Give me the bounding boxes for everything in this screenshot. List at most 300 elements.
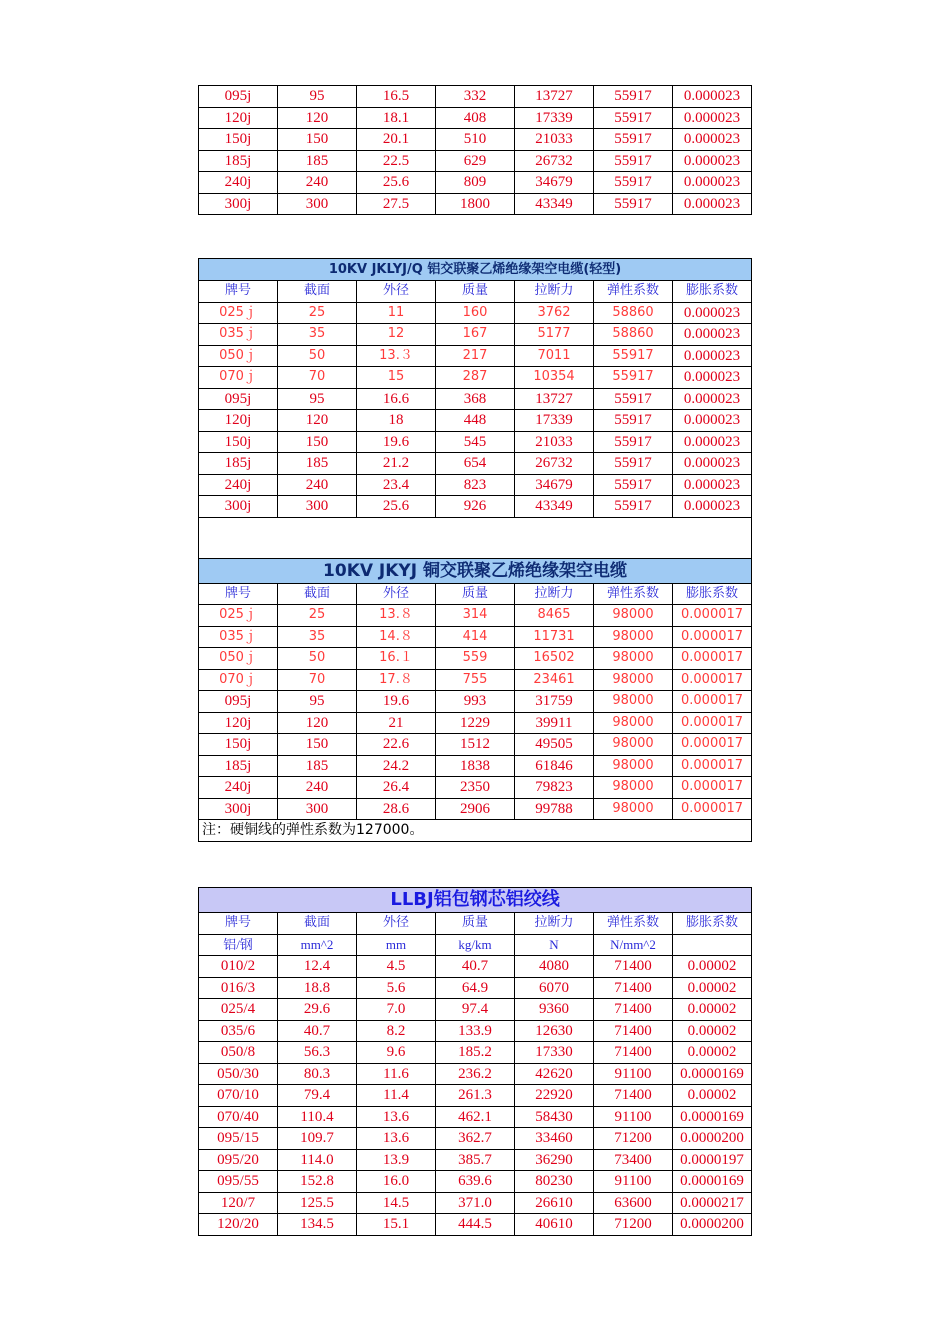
table-cell: 0.00002	[673, 1042, 752, 1064]
unit-cell: N/mm^2	[594, 934, 673, 956]
table-row	[199, 1085, 752, 1107]
table-cell: 0.0000217	[673, 1192, 752, 1214]
table-cell: 71400	[594, 956, 673, 978]
table-cell: 314	[436, 605, 515, 627]
table-row	[199, 1042, 752, 1064]
table-cell: 0.000023	[673, 453, 752, 475]
table-cell: 26732	[515, 150, 594, 172]
table-cell: 0.000023	[673, 431, 752, 453]
table-cell: 095j	[199, 691, 278, 713]
table-cell: 18.1	[357, 107, 436, 129]
table-cell: 43349	[515, 193, 594, 215]
table-cell: 0.000023	[673, 367, 752, 389]
table-cell: 444.5	[436, 1214, 515, 1236]
table-cell: 050ｊ	[199, 648, 278, 670]
table-row	[199, 648, 752, 670]
table-row	[199, 1020, 752, 1042]
table-cell: 55917	[594, 474, 673, 496]
table-row	[199, 734, 752, 756]
column-header: 膨胀系数	[673, 583, 752, 605]
unit-cell: 铝/钢	[199, 934, 278, 956]
table-cell: 993	[436, 691, 515, 713]
table-cell: 240j	[199, 474, 278, 496]
table-cell: 18.8	[278, 977, 357, 999]
table-cell: 050/30	[199, 1063, 278, 1085]
table-cell: 80230	[515, 1171, 594, 1193]
table-cell: 13727	[515, 86, 594, 108]
table-cell: 368	[436, 388, 515, 410]
table-cell: 14.８	[357, 626, 436, 648]
table-cell: 109.7	[278, 1128, 357, 1150]
table-cell: 71400	[594, 1042, 673, 1064]
table-cell: 99788	[515, 798, 594, 820]
table-cell: 55917	[594, 107, 673, 129]
table-cell: 12.4	[278, 956, 357, 978]
table-cell: 070ｊ	[199, 367, 278, 389]
table-cell: 55917	[594, 388, 673, 410]
table-cell: 261.3	[436, 1085, 515, 1107]
column-header: 外径	[357, 583, 436, 605]
table-cell: 095/15	[199, 1128, 278, 1150]
table-cell: 23461	[515, 669, 594, 691]
column-header: 牌号	[199, 281, 278, 303]
table-row	[199, 302, 752, 324]
table-row	[199, 1106, 752, 1128]
column-header: 拉断力	[515, 913, 594, 935]
llbj-table-title: LLBJ铝包钢芯铝绞线	[199, 888, 752, 913]
table-cell: 0.000023	[673, 324, 752, 346]
table-cell: 9360	[515, 999, 594, 1021]
table-cell: 55917	[594, 453, 673, 475]
table-cell: 98000	[594, 605, 673, 627]
table-cell: 34679	[515, 172, 594, 194]
table-cell: 0.000017	[673, 648, 752, 670]
table-cell: 823	[436, 474, 515, 496]
table-cell: 408	[436, 107, 515, 129]
table-cell: 462.1	[436, 1106, 515, 1128]
table-cell: 36290	[515, 1149, 594, 1171]
table-cell: 55917	[594, 193, 673, 215]
table-cell: 035/6	[199, 1020, 278, 1042]
table-cell: 21033	[515, 129, 594, 151]
table-row	[199, 956, 752, 978]
table-cell: 10354	[515, 367, 594, 389]
table-cell: 64.9	[436, 977, 515, 999]
table-cell: 91100	[594, 1106, 673, 1128]
column-header: 牌号	[199, 583, 278, 605]
table-cell: 34679	[515, 474, 594, 496]
table-cell: 23.4	[357, 474, 436, 496]
table-cell: 63600	[594, 1192, 673, 1214]
table-cell: 8465	[515, 605, 594, 627]
table-cell: 98000	[594, 626, 673, 648]
table-cell: 1838	[436, 755, 515, 777]
column-header: 外径	[357, 281, 436, 303]
column-header: 质量	[436, 583, 515, 605]
table-cell: 0.000017	[673, 669, 752, 691]
table-cell: 55917	[594, 367, 673, 389]
table-cell: 22.5	[357, 150, 436, 172]
table-cell: 150	[278, 431, 357, 453]
table-cell: 185j	[199, 150, 278, 172]
column-header: 牌号	[199, 913, 278, 935]
table-cell: 240j	[199, 777, 278, 799]
table-cell: 13727	[515, 388, 594, 410]
table-row	[199, 86, 752, 108]
table-cell: 79.4	[278, 1085, 357, 1107]
table-cell: 71400	[594, 999, 673, 1021]
table-cell: 55917	[594, 86, 673, 108]
table-cell: 240	[278, 474, 357, 496]
table-cell: 26.4	[357, 777, 436, 799]
table-cell: 55917	[594, 172, 673, 194]
table-cell: 0.000023	[673, 496, 752, 518]
llbj-cable-table	[198, 887, 752, 1236]
table-row	[199, 999, 752, 1021]
table-row	[199, 1192, 752, 1214]
table-cell: 0.000023	[673, 129, 752, 151]
column-header: 质量	[436, 281, 515, 303]
column-header: 弹性系数	[594, 913, 673, 935]
table-cell: 120	[278, 410, 357, 432]
table-cell: 095/55	[199, 1171, 278, 1193]
table-cell: 0.000017	[673, 605, 752, 627]
table-cell: 50	[278, 648, 357, 670]
jkyj-header-row	[199, 583, 752, 605]
table-cell: 21033	[515, 431, 594, 453]
table-cell: 414	[436, 626, 515, 648]
table-cell: 095/20	[199, 1149, 278, 1171]
table-cell: 55917	[594, 129, 673, 151]
table-cell: 1229	[436, 712, 515, 734]
table-cell: 98000	[594, 755, 673, 777]
table-cell: 31759	[515, 691, 594, 713]
table-cell: 0.0000169	[673, 1106, 752, 1128]
table-cell: 80.3	[278, 1063, 357, 1085]
table-cell: 18	[357, 410, 436, 432]
table-cell: 55917	[594, 150, 673, 172]
table-cell: 55917	[594, 345, 673, 367]
table-cell: 240j	[199, 172, 278, 194]
table-cell: 167	[436, 324, 515, 346]
table-cell: 025ｊ	[199, 605, 278, 627]
table-cell: 28.6	[357, 798, 436, 820]
unit-cell: kg/km	[436, 934, 515, 956]
column-header: 膨胀系数	[673, 281, 752, 303]
table-cell: 13.9	[357, 1149, 436, 1171]
table-cell: 0.000023	[673, 345, 752, 367]
table-cell: 160	[436, 302, 515, 324]
table-cell: 98000	[594, 777, 673, 799]
table-row	[199, 453, 752, 475]
table-cell: 16.5	[357, 86, 436, 108]
table-cell: 114.0	[278, 1149, 357, 1171]
unit-cell	[673, 934, 752, 956]
table-cell: 0.000023	[673, 193, 752, 215]
table-row	[199, 691, 752, 713]
table-cell: 11.4	[357, 1085, 436, 1107]
table-cell: 0.0000200	[673, 1128, 752, 1150]
table-cell: 095j	[199, 86, 278, 108]
table-cell: 300	[278, 496, 357, 518]
table-cell: 1512	[436, 734, 515, 756]
table-cell: 12	[357, 324, 436, 346]
column-header: 截面	[278, 913, 357, 935]
table1-body	[199, 86, 752, 215]
table-cell: 371.0	[436, 1192, 515, 1214]
table-cell: 0.0000169	[673, 1171, 752, 1193]
table-cell: 71400	[594, 1020, 673, 1042]
table-cell: 33460	[515, 1128, 594, 1150]
table-cell: 0.000017	[673, 712, 752, 734]
column-header: 拉断力	[515, 583, 594, 605]
table-cell: 0.0000200	[673, 1214, 752, 1236]
table-cell: 300	[278, 193, 357, 215]
table-cell: 71200	[594, 1214, 673, 1236]
table-cell: 22.6	[357, 734, 436, 756]
blank-spacer-row	[199, 517, 752, 558]
table-cell: 050ｊ	[199, 345, 278, 367]
table-cell: 7011	[515, 345, 594, 367]
table-cell: 97.4	[436, 999, 515, 1021]
table-cell: 8.2	[357, 1020, 436, 1042]
table-cell: 91100	[594, 1171, 673, 1193]
table-cell: 25	[278, 302, 357, 324]
table-cell: 0.000023	[673, 86, 752, 108]
table-cell: 26732	[515, 453, 594, 475]
table-cell: 98000	[594, 712, 673, 734]
jklyj-table-title: 10KV JKLYJ/Q 铝交联聚乙烯绝缘架空电缆(轻型)	[199, 259, 752, 281]
table-cell: 150	[278, 129, 357, 151]
table-cell: 16.0	[357, 1171, 436, 1193]
table-cell: 095j	[199, 388, 278, 410]
table-cell: 0.000023	[673, 302, 752, 324]
table-cell: 71200	[594, 1128, 673, 1150]
table-cell: 71400	[594, 1085, 673, 1107]
table-cell: 5.6	[357, 977, 436, 999]
table-cell: 95	[278, 388, 357, 410]
column-header: 拉断力	[515, 281, 594, 303]
table-cell: 150j	[199, 734, 278, 756]
table-row	[199, 605, 752, 627]
table-cell: 0.00002	[673, 956, 752, 978]
table-cell: 71400	[594, 977, 673, 999]
table-cell: 3762	[515, 302, 594, 324]
table-cell: 55917	[594, 410, 673, 432]
table-cell: 629	[436, 150, 515, 172]
column-header: 截面	[278, 583, 357, 605]
table-cell: 300j	[199, 798, 278, 820]
table-cell: 15.1	[357, 1214, 436, 1236]
table-cell: 287	[436, 367, 515, 389]
table-cell: 0.00002	[673, 1085, 752, 1107]
table-row	[199, 193, 752, 215]
jklyj-body	[199, 302, 752, 517]
table-row	[199, 1214, 752, 1236]
table-cell: 35	[278, 324, 357, 346]
table-cell: 25	[278, 605, 357, 627]
table-cell: 17339	[515, 410, 594, 432]
table-cell: 25.6	[357, 172, 436, 194]
table-row	[199, 150, 752, 172]
table-cell: 240	[278, 777, 357, 799]
table-cell: 24.2	[357, 755, 436, 777]
table-cell: 0.000017	[673, 777, 752, 799]
table-row	[199, 712, 752, 734]
table-cell: 120j	[199, 107, 278, 129]
table-cell: 6070	[515, 977, 594, 999]
table-cell: 134.5	[278, 1214, 357, 1236]
table-cell: 1800	[436, 193, 515, 215]
table-row	[199, 345, 752, 367]
table-cell: 755	[436, 669, 515, 691]
table-row	[199, 474, 752, 496]
table-cell: 5177	[515, 324, 594, 346]
table-cell: 2906	[436, 798, 515, 820]
table-cell: 13.6	[357, 1128, 436, 1150]
table-cell: 332	[436, 86, 515, 108]
table-cell: 73400	[594, 1149, 673, 1171]
table-cell: 362.7	[436, 1128, 515, 1150]
table-cell: 13.３	[357, 345, 436, 367]
table-cell: 91100	[594, 1063, 673, 1085]
table-row	[199, 107, 752, 129]
table-cell: 21	[357, 712, 436, 734]
table-cell: 98000	[594, 798, 673, 820]
table-cell: 0.0000169	[673, 1063, 752, 1085]
table-cell: 0.000023	[673, 474, 752, 496]
table-row	[199, 410, 752, 432]
table-cell: 035ｊ	[199, 324, 278, 346]
table-cell: 0.000017	[673, 691, 752, 713]
table-cell: 110.4	[278, 1106, 357, 1128]
table-row	[199, 777, 752, 799]
table-cell: 070ｊ	[199, 669, 278, 691]
table-cell: 120/7	[199, 1192, 278, 1214]
table-cell: 510	[436, 129, 515, 151]
table-cell: 809	[436, 172, 515, 194]
table-cell: 0.00002	[673, 977, 752, 999]
table-cell: 19.6	[357, 431, 436, 453]
table-cell: 14.5	[357, 1192, 436, 1214]
table-cell: 050/8	[199, 1042, 278, 1064]
table-cell: 22920	[515, 1085, 594, 1107]
column-header: 外径	[357, 913, 436, 935]
table-cell: 300	[278, 798, 357, 820]
table-cell: 98000	[594, 691, 673, 713]
table-cell: 385.7	[436, 1149, 515, 1171]
table-cell: 16.１	[357, 648, 436, 670]
table-cell: 11.6	[357, 1063, 436, 1085]
table-cell: 7.0	[357, 999, 436, 1021]
table-cell: 12630	[515, 1020, 594, 1042]
table-cell: 40.7	[278, 1020, 357, 1042]
table-cell: 2350	[436, 777, 515, 799]
table-cell: 300j	[199, 496, 278, 518]
table-row	[199, 755, 752, 777]
table-cell: 55917	[594, 431, 673, 453]
table-cell: 49505	[515, 734, 594, 756]
table-cell: 025/4	[199, 999, 278, 1021]
table-cell: 35	[278, 626, 357, 648]
table-cell: 17330	[515, 1042, 594, 1064]
table-cell: 9.6	[357, 1042, 436, 1064]
table-cell: 185.2	[436, 1042, 515, 1064]
table-cell: 654	[436, 453, 515, 475]
table-cell: 120	[278, 712, 357, 734]
llbj-unit-row	[199, 934, 752, 956]
table-cell: 95	[278, 86, 357, 108]
table-cell: 27.5	[357, 193, 436, 215]
table-cell: 185j	[199, 755, 278, 777]
table-cell: 926	[436, 496, 515, 518]
table-cell: 0.0000197	[673, 1149, 752, 1171]
table-cell: 185	[278, 453, 357, 475]
table-cell: 40.7	[436, 956, 515, 978]
llbj-header-row	[199, 913, 752, 935]
table-cell: 50	[278, 345, 357, 367]
table-cell: 98000	[594, 734, 673, 756]
jklyj-jkyj-cable-table	[198, 258, 752, 842]
table-cell: 16502	[515, 648, 594, 670]
llbj-body	[199, 956, 752, 1236]
table-cell: 120	[278, 107, 357, 129]
table-row	[199, 431, 752, 453]
table-cell: 58860	[594, 302, 673, 324]
table-cell: 55917	[594, 496, 673, 518]
table-cell: 150	[278, 734, 357, 756]
table-row	[199, 798, 752, 820]
table-cell: 217	[436, 345, 515, 367]
table-cell: 58860	[594, 324, 673, 346]
unit-cell: mm^2	[278, 934, 357, 956]
column-header: 弹性系数	[594, 281, 673, 303]
table-cell: 70	[278, 367, 357, 389]
table-cell: 0.000017	[673, 734, 752, 756]
table-cell: 025ｊ	[199, 302, 278, 324]
table-cell: 39911	[515, 712, 594, 734]
table-cell: 11731	[515, 626, 594, 648]
jkyj-table-title: 10KV JKYJ 铜交联聚乙烯绝缘架空电缆	[199, 558, 752, 583]
table-cell: 152.8	[278, 1171, 357, 1193]
column-header: 膨胀系数	[673, 913, 752, 935]
table-cell: 016/3	[199, 977, 278, 999]
table-row	[199, 1063, 752, 1085]
table-cell: 120/20	[199, 1214, 278, 1236]
unit-cell: N	[515, 934, 594, 956]
table-row	[199, 367, 752, 389]
footnote: 注：硬铜线的弹性系数为127000。	[199, 820, 752, 842]
table-cell: 4080	[515, 956, 594, 978]
table-cell: 95	[278, 691, 357, 713]
column-header: 质量	[436, 913, 515, 935]
table-row	[199, 388, 752, 410]
table-cell: 25.6	[357, 496, 436, 518]
table-cell: 17.８	[357, 669, 436, 691]
table-cell: 19.6	[357, 691, 436, 713]
table-cell: 40610	[515, 1214, 594, 1236]
table-cell: 448	[436, 410, 515, 432]
table-cell: 125.5	[278, 1192, 357, 1214]
table-cell: 120j	[199, 712, 278, 734]
table-cell: 150j	[199, 129, 278, 151]
unit-cell: mm	[357, 934, 436, 956]
table-cell: 29.6	[278, 999, 357, 1021]
table-cell: 4.5	[357, 956, 436, 978]
table-cell: 639.6	[436, 1171, 515, 1193]
table-cell: 300j	[199, 193, 278, 215]
jklyj-header-row	[199, 281, 752, 303]
